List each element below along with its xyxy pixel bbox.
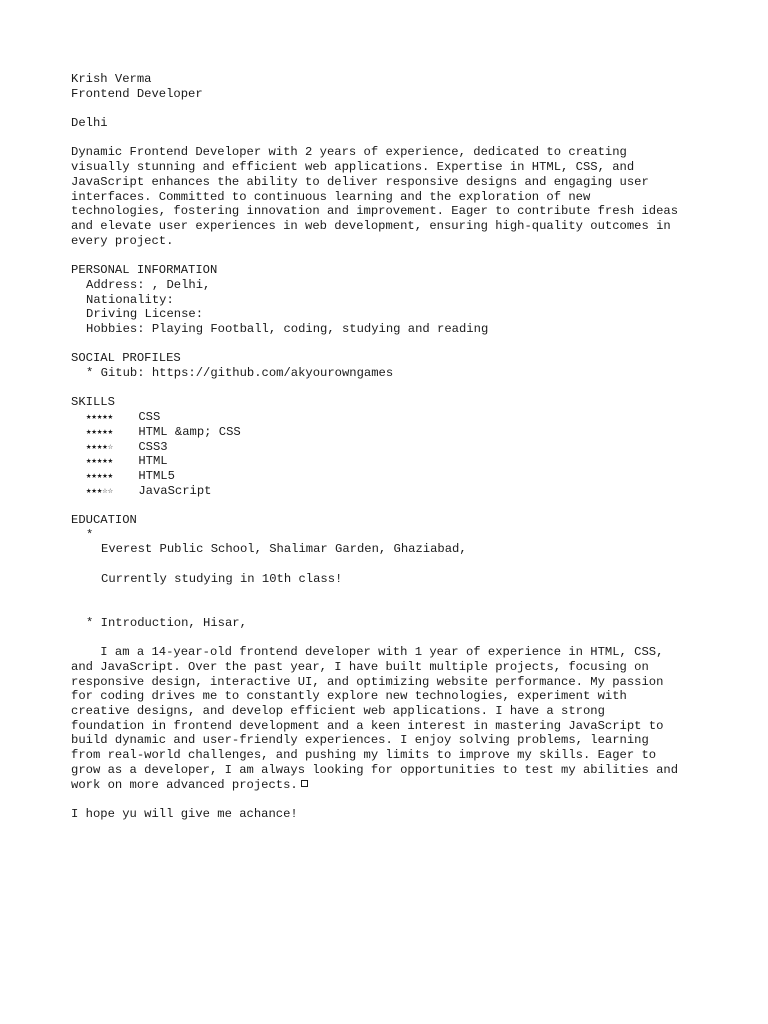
skill-name: HTML5: [138, 468, 175, 483]
star-rating-icon: ★★★★★: [86, 412, 114, 423]
summary-line-2: visually stunning and efficient web applications. Expertise in HTML, CSS, and: [71, 160, 635, 175]
intro-line-2: and JavaScript. Over the past year, I have built multiple projects, focusing on: [71, 659, 649, 674]
star-rating-icon: ★★★★★: [86, 470, 114, 481]
education-status: Currently studying in 10th class!: [101, 571, 343, 586]
summary-line-7: every project.: [71, 233, 174, 248]
spacer: [71, 557, 711, 572]
skill-item: [71, 425, 711, 440]
skill-name: HTML: [138, 454, 168, 469]
skill-item: [71, 440, 711, 455]
star-rating-icon: ★★★★★: [86, 456, 114, 467]
summary-line-4: interfaces. Committed to continuous learning and the exploration of new: [71, 189, 591, 204]
candidate-location: Delhi: [71, 116, 108, 131]
skills-heading: SKILLS: [71, 395, 115, 410]
intro-line-9: grow as a developer, I am always looking for opportunities to test my abilities and: [71, 762, 679, 777]
spacer: [71, 631, 711, 646]
github-link[interactable]: * Gitub: https://github.com/akyourowngames: [86, 366, 394, 380]
skill-name: JavaScript: [138, 483, 212, 498]
school-name: Everest Public School, Shalimar Garden, Ghaziabad,: [101, 542, 467, 557]
intro-line-8: from real-world challenges, and pushing my limits to improve my skills. Eager to: [71, 748, 657, 763]
skill-item: [71, 484, 711, 499]
spacer: [71, 601, 711, 616]
intro-line-5: creative designs, and develop efficient web applications. I have a strong: [71, 704, 605, 719]
education-heading: EDUCATION: [71, 513, 137, 527]
summary-line-5: technologies, fostering innovation and improvement. Eager to contribute fresh ideas: [71, 204, 679, 219]
star-rating-icon: ★★★★☆: [86, 441, 114, 452]
intro-line-4: for coding drives me to constantly explore new technologies, experiment with: [71, 689, 627, 704]
skill-name: HTML &amp; CSS: [138, 424, 241, 439]
personal-info-heading: PERSONAL INFORMATION: [71, 263, 218, 278]
nationality-field: Nationality:: [86, 292, 174, 307]
introduction-bullet: * Introduction, Hisar,: [86, 615, 247, 630]
hobbies-field: Hobbies: Playing Football, coding, studying and reading: [86, 321, 489, 336]
spacer: [71, 498, 711, 513]
spacer: [71, 131, 711, 146]
spacer: [71, 248, 711, 263]
closing-line: I hope yu will give me achance!: [71, 806, 298, 821]
social-profiles-heading: SOCIAL PROFILES: [71, 351, 181, 366]
intro-line-6: foundation in frontend development and a keen interest in mastering JavaScript to: [71, 718, 664, 733]
star-rating-icon: ★★★☆☆: [86, 485, 114, 496]
skill-item: [71, 469, 711, 484]
summary-line-6: and elevate user experiences in web development, ensuring high-quality outcomes in: [71, 219, 671, 233]
spacer: [71, 381, 711, 396]
spacer: [71, 101, 711, 116]
skill-item: [71, 454, 711, 469]
education-bullet: *: [86, 527, 94, 542]
address-field: Address: , Delhi,: [86, 277, 211, 292]
skill-name: CSS3: [138, 439, 168, 454]
skill-item: [71, 410, 711, 425]
intro-line-1: I am a 14-year-old frontend developer with 1 year of experience in HTML, CSS,: [71, 645, 664, 660]
summary-line-3: JavaScript enhances the ability to deliver responsive designs and engaging user: [71, 174, 649, 189]
skill-name: CSS: [138, 410, 161, 425]
candidate-name: Krish Verma: [71, 72, 152, 86]
spacer: [71, 587, 711, 602]
intro-line-7: build dynamic and user-friendly experiences. I enjoy solving problems, learning: [71, 733, 649, 748]
candidate-title: Frontend Developer: [71, 86, 203, 101]
summary-line-1: Dynamic Frontend Developer with 2 years of experience, dedicated to creating: [71, 145, 627, 160]
spacer: [71, 337, 711, 352]
missing-glyph-icon: [301, 780, 308, 787]
intro-line-10: work on more advanced projects.: [71, 778, 711, 793]
star-rating-icon: ★★★★★: [86, 426, 114, 437]
resume-document: [71, 72, 711, 822]
intro-line-3: responsive design, interactive UI, and optimizing website performance. My passion: [71, 674, 664, 689]
driving-license-field: Driving License:: [86, 307, 204, 322]
spacer: [71, 792, 711, 807]
